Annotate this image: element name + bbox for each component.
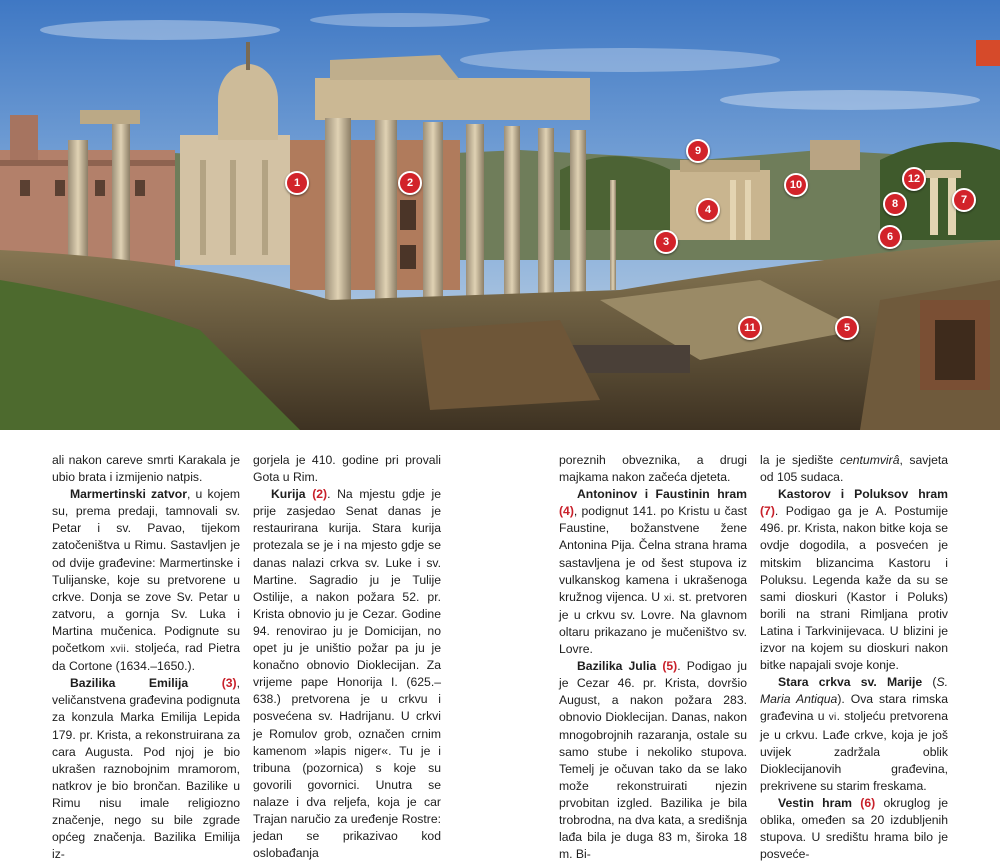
paragraph-text: ali nakon careve smrti Karakala je ubio brata i izmijenio natpis. bbox=[52, 453, 240, 485]
photo-reference: (6) bbox=[860, 795, 876, 810]
paragraph bbox=[760, 452, 948, 486]
map-marker-3: 3 bbox=[654, 230, 678, 254]
section-heading: Vestin hram bbox=[778, 795, 852, 810]
paragraph-text: gorjela je 410. godine pri provali Gota u Rim. bbox=[253, 453, 441, 485]
roman-forum-photo bbox=[0, 0, 1000, 430]
century-numeral: xvii bbox=[110, 644, 126, 656]
paragraph-text: . st. pretvoren je u crkvu sv. Lovre. Na glavnom oltaru prikazano je mučeništvo sv. Lovre. bbox=[559, 589, 747, 657]
paragraph bbox=[52, 486, 240, 675]
text-column-2 bbox=[253, 452, 441, 862]
map-marker-11: 11 bbox=[738, 316, 762, 340]
paragraph bbox=[253, 486, 441, 862]
paragraph bbox=[52, 452, 240, 486]
photo-reference: (5) bbox=[662, 659, 678, 674]
italic-term: centumvirâ bbox=[839, 453, 900, 467]
photo-reference: (3) bbox=[221, 676, 237, 691]
paragraph-text: . stoljeću pretvorena je u crkvu. Lađe crkve, koja je još uvijek zadržala oblik Dioklecijanovih građevina, prekrivene su starim freskama. bbox=[760, 709, 948, 793]
section-heading: Antoninov i Faustinin hram bbox=[577, 487, 747, 502]
paragraph bbox=[559, 486, 747, 658]
paragraph bbox=[52, 675, 240, 863]
paragraph-text: , u kojem su, prema predaji, tamnovali sv. Petar i sv. Pavao, tijekom zatočeništva u Rimu. Sastavljen je od dvije građevine: Marmertinske i Tulijanske, koje su pretvorene u crkve. Donja se zove Sv. Petar u zatvoru, a gornja Sv. Luka i Martina mučenica. Podignute su početkom bbox=[52, 487, 240, 656]
photo-reference: (4) bbox=[559, 504, 574, 519]
forum-illustration bbox=[0, 0, 1000, 430]
map-marker-6: 6 bbox=[878, 225, 902, 249]
section-heading: Bazilika Emilija bbox=[70, 676, 189, 691]
paragraph bbox=[760, 674, 948, 795]
section-heading: Stara crkva sv. Marije bbox=[778, 675, 923, 690]
paragraph bbox=[253, 452, 441, 486]
paragraph-text: . stoljeća, rad Pietra da Cortone (1634.–1650.). bbox=[52, 641, 240, 674]
paragraph bbox=[559, 658, 747, 863]
map-marker-8: 8 bbox=[883, 192, 907, 216]
century-numeral: xi bbox=[663, 592, 672, 604]
section-heading: Kurija bbox=[271, 487, 306, 502]
map-marker-10: 10 bbox=[784, 173, 808, 197]
map-marker-9: 9 bbox=[686, 139, 710, 163]
paragraph-text: . Na mjestu gdje je prije zasjedao Senat danas je restaurirana kurija. Stara kurija protezala se je i na mjesto gdje se danas nalazi crkva sv. Luke i sv. Martine. Sagradio ju je Tulije Ostilije, a nakon požara 52. pr. Krista obnovio ju je Cezar. Godine 94. renovirao ju je Domicijan, no opet ju je uništio požar pa ju je konačno obnovio Dioklecijan. Za vrijeme pape Honorija I. (625.–638.) pretvorena je u crkvu i posvećena sv. Hadrijanu. U crkvi je Romulov grob, označen crnim kamenom »lapis niger«. Tu je i tribuna (pozornica) s koje su govorili govornici. Unutra se nalaze i dva reljefa, koja je car Trajan naručio za uređenje Rostre: jedan se prikazivao kod oslobađanja bbox=[253, 487, 442, 861]
paragraph-text: , savjeta od 105 sudaca. bbox=[760, 453, 949, 485]
map-marker-4: 4 bbox=[696, 198, 720, 222]
map-marker-1: 1 bbox=[285, 171, 309, 195]
text-column-4 bbox=[760, 452, 948, 863]
map-marker-7: 7 bbox=[952, 188, 976, 212]
paragraph-text: , veličanstvena građevina podignuta za konzula Marka Emilija Lepida 179. pr. Krista, a rekonstruirana za cara Augusta. Pod njoj je bio ukrašen raznobojnim mramorom, natkrov je bio brončan. Bazilike u Rimu nisu imale religiozno značenje, nego su bile zgrade općeg značenja. Bazilika Emilija iz- bbox=[52, 676, 240, 862]
paragraph-text: la je sjedište bbox=[760, 453, 840, 467]
paragraph bbox=[559, 452, 747, 486]
paragraph-text: , podignut 141. po Kristu u čast Faustine, božanstvene žene Antonina Pija. Čelna strana hrama sastavljena je od šest stupova iz vulkanskog kamena i ukrašenoga kružnog vijenca. U bbox=[559, 504, 747, 604]
photo-reference: (2) bbox=[312, 487, 328, 502]
text-column-3 bbox=[559, 452, 747, 863]
century-numeral: vi bbox=[828, 712, 837, 724]
paragraph bbox=[760, 795, 948, 863]
paragraph-text: . Podigao ju je Cezar 46. pr. Krista, dovršio August, a nakon požara 283. obnovio Dioklecijan. Danas, nakon mnogobrojnih razaranja, ostale su samo stube i nekoliko stupova. Temelj je očuvan tako da se lako može rekonstruirati njezin prvobitan izgled. Bazilika je bila trobrodna, na dva kata, a središnja lađa bila je duga 83 m, široka 18 m. Bi- bbox=[559, 659, 748, 862]
section-heading: Kastorov i Poluksov hram bbox=[778, 487, 948, 502]
map-marker-12: 12 bbox=[902, 167, 926, 191]
map-marker-2: 2 bbox=[398, 171, 422, 195]
paragraph bbox=[760, 486, 948, 674]
paragraph-text: . Podigao ga je A. Postumije 496. pr. Krista, nakon bitke koja se ovdje dogodila, a posvećen je mitskim blizancima Kastoru i Poluksu. Legenda kaže da su se sami dioskuri (Kastor i Poluks) borili na strani Rimljana protiv Latina i Tarkvinijevaca. U blizini je izvor na kojem su dioskuri nakon bitke napajali svoje konje. bbox=[760, 504, 948, 673]
paragraph-text: okruglog je oblika, omeđen sa 20 izdubljenih stupova. U središtu hrama bilo je posveće- bbox=[760, 795, 949, 862]
paragraph-text: ( bbox=[922, 675, 937, 690]
italic-term: S. Maria Antiqua bbox=[760, 675, 948, 707]
text-column-1 bbox=[52, 452, 240, 863]
photo-reference: (7) bbox=[760, 504, 775, 519]
page-edge-tab bbox=[976, 40, 1000, 66]
paragraph-text: ). Ova stara rimska građevina u bbox=[760, 692, 948, 724]
section-heading: Bazilika Julia bbox=[577, 659, 657, 674]
map-marker-5: 5 bbox=[835, 316, 859, 340]
section-heading: Marmertinski zatvor bbox=[70, 487, 187, 502]
paragraph-text: poreznih obveznika, a drugi majkama nakon začeća djeteta. bbox=[559, 453, 747, 485]
